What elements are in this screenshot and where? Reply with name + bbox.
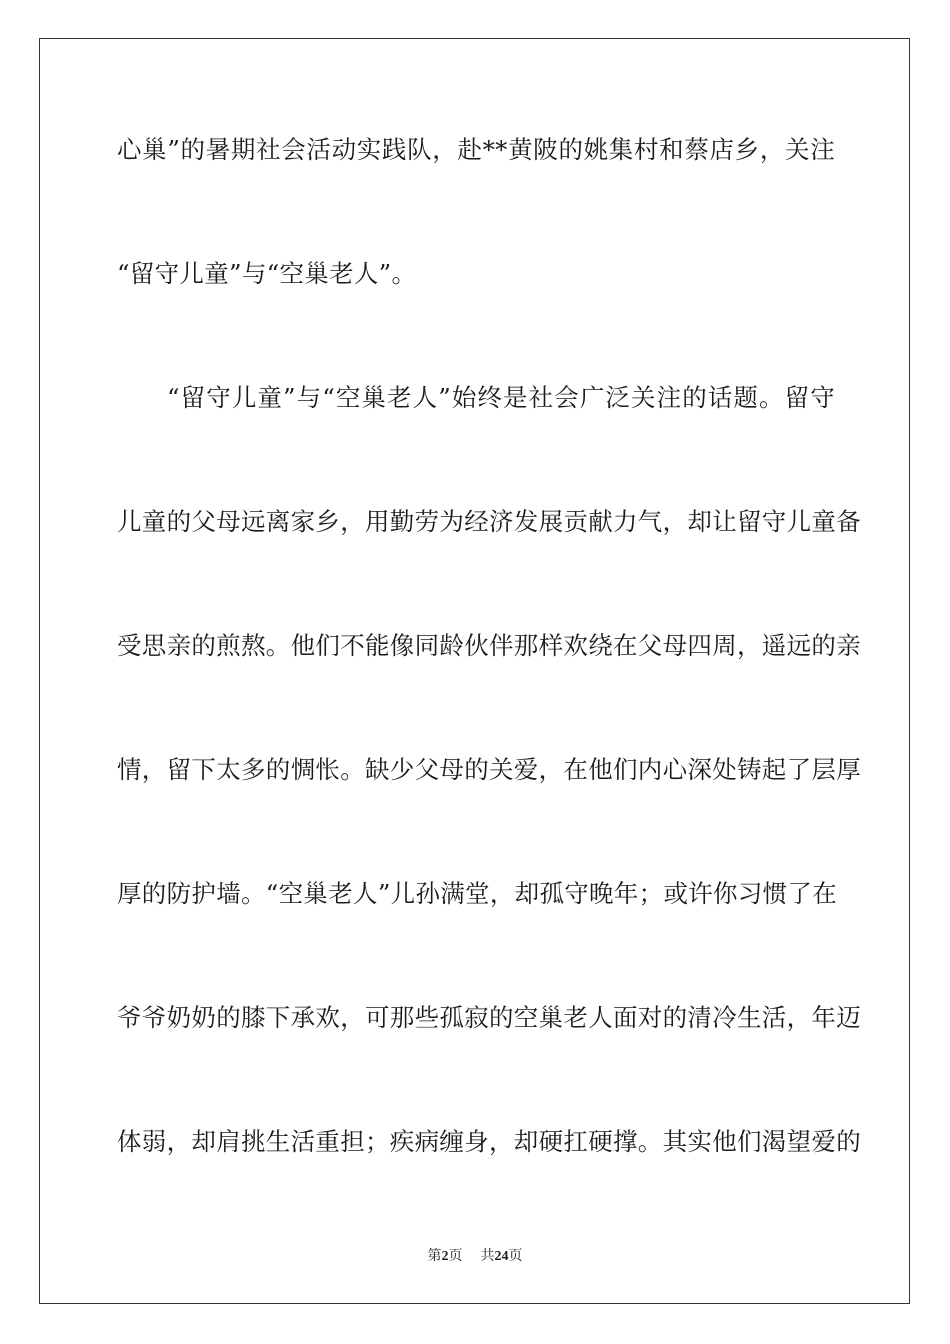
page-number: 2 [441, 1249, 449, 1264]
total-prefix: 共 [480, 1248, 495, 1264]
body-text-line-6: 情，留下太多的惆怅。缺少父母的关爱，在他们内心深处铸起了层厚 [117, 755, 861, 784]
body-text-line-5: 受思亲的煎熬。他们不能像同龄伙伴那样欢绕在父母四周，遥远的亲 [117, 631, 861, 660]
total-suffix: 页 [508, 1248, 523, 1264]
body-text-line-7: 厚的防护墙。“空巢老人”儿孙满堂，却孤守晚年；或许你习惯了在 [117, 879, 838, 908]
page-prefix: 第 [427, 1248, 442, 1264]
paragraph-first-line: “留守儿童”与“空巢老人”始终是社会广泛关注的话题。留守 [167, 383, 835, 412]
body-text-line-8: 爷爷奶奶的膝下承欢，可那些孤寂的空巢老人面对的清冷生活，年迈 [117, 1003, 861, 1032]
total-pages: 24 [494, 1249, 509, 1264]
body-text-line-4: 儿童的父母远离家乡，用勤劳为经济发展贡献力气，却让留守儿童备 [117, 507, 861, 536]
page-suffix: 页 [448, 1248, 463, 1264]
page-footer [0, 1247, 950, 1266]
page-border [39, 38, 910, 1304]
body-text-line-1: 心巢”的暑期社会活动实践队，赴**黄陂的姚集村和蔡店乡，关注 [117, 135, 835, 164]
body-text-line-2: “留守儿童”与“空巢老人”。 [117, 259, 417, 288]
body-text-line-9: 体弱，却肩挑生活重担；疾病缠身，却硬扛硬撑。其实他们渴望爱的 [117, 1127, 861, 1156]
